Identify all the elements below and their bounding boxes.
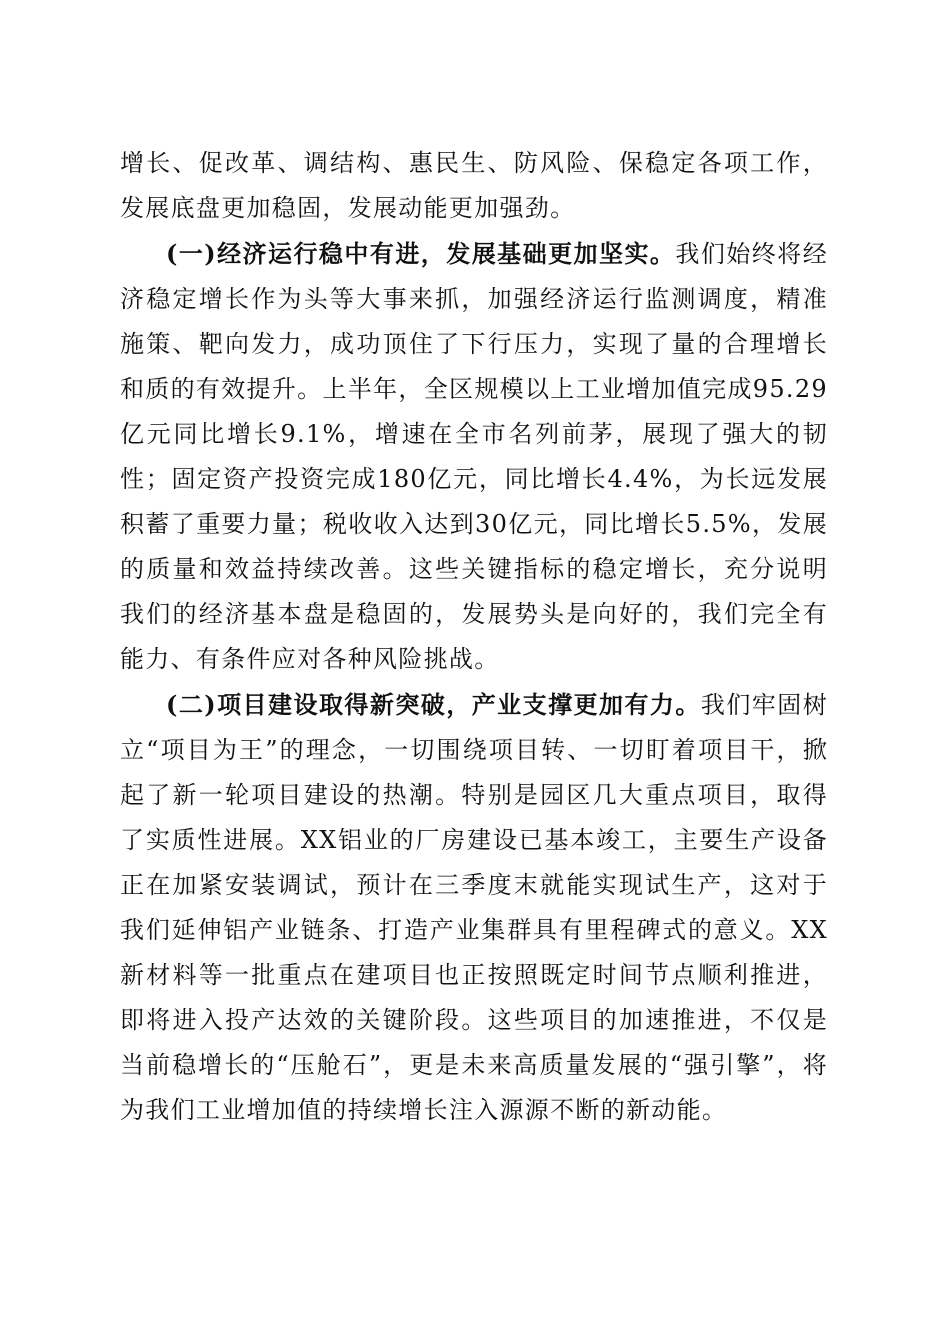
paragraph-economy bbox=[120, 231, 828, 682]
paragraph-continuation bbox=[120, 141, 828, 231]
paragraph-body: 我们始终将经济稳定增长作为头等大事来抓，加强经济运行监测调度，精准施策、靶向发力，成功顶住了下行压力，实现了量的合理增长和质的有效提升。上半年，全区规模以上工业增加值完成95.29亿元同比增长9.1%，增速在全市名列前茅，展现了强大的韧性；固定资产投资完成180亿元，同比增长4.4%，为长远发展积蓄了重要力量；税收收入达到30亿元，同比增长5.5%，发展的质量和效益持续改善。这些关键指标的稳定增长，充分说明我们的经济基本盘是稳固的，发展势头是向好的，我们完全有能力、有条件应对各种风险挑战。 bbox=[120, 240, 828, 673]
section-heading-projects: (二)项目建设取得新突破，产业支撑更加有力。 bbox=[166, 690, 701, 719]
document-body bbox=[120, 141, 828, 1133]
paragraph-body: 增长、促改革、调结构、惠民生、防风险、保稳定各项工作，发展底盘更加稳固，发展动能更加强劲。 bbox=[120, 149, 828, 222]
paragraph-body: 我们牢固树立“项目为王”的理念，一切围绕项目转、一切盯着项目干，掀起了新一轮项目建设的热潮。特别是园区几大重点项目，取得了实质性进展。XX铝业的厂房建设已基本竣工，主要生产设备正在加紧安装调试，预计在三季度末就能实现试生产，这对于我们延伸铝产业链条、打造产业集群具有里程碑式的意义。XX新材料等一批重点在建项目也正按照既定时间节点顺利推进，即将进入投产达效的关键阶段。这些项目的加速推进，不仅是当前稳增长的“压舱石”，更是未来高质量发展的“强引擎”，将为我们工业增加值的持续增长注入源源不断的新动能。 bbox=[120, 691, 829, 1124]
paragraph-projects bbox=[120, 682, 828, 1133]
section-heading-economy: (一)经济运行稳中有进，发展基础更加坚实。 bbox=[166, 239, 676, 268]
